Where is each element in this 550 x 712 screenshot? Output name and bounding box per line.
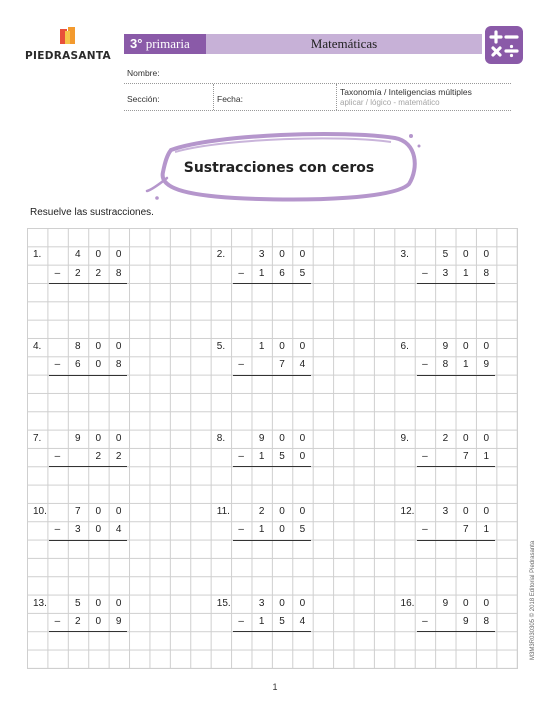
subtrahend-digit: 7 bbox=[279, 359, 285, 371]
minuend-digit: 0 bbox=[115, 340, 122, 352]
taxonomy-title: Taxonomía / Inteligencias múltiples bbox=[340, 87, 472, 97]
minus-sign: – bbox=[54, 524, 61, 536]
problem-number: 6. bbox=[400, 340, 409, 352]
minus-sign: – bbox=[238, 359, 244, 371]
page-title: Sustracciones con ceros bbox=[183, 160, 375, 176]
minuend-digit: 0 bbox=[299, 432, 306, 444]
field-divider bbox=[336, 84, 337, 110]
subtrahend-digit: 5 bbox=[279, 615, 285, 627]
problem-number: 4. bbox=[33, 340, 42, 352]
subtrahend-digit: 4 bbox=[299, 359, 306, 371]
result-line bbox=[49, 375, 127, 376]
instructions: Resuelve las sustracciones. bbox=[30, 207, 154, 218]
minuend-digit: 0 bbox=[115, 505, 122, 517]
problem-number: 11. bbox=[216, 505, 230, 517]
problem-number: 10. bbox=[33, 505, 47, 517]
minuend-digit: 0 bbox=[115, 249, 122, 261]
subtrahend-digit: 2 bbox=[115, 450, 122, 462]
result-line bbox=[233, 375, 311, 376]
result-line bbox=[49, 631, 127, 632]
minuend-digit: 0 bbox=[279, 249, 285, 261]
minuend-digit: 0 bbox=[463, 340, 469, 352]
subtrahend-digit: 1 bbox=[463, 359, 469, 371]
subtrahend-digit: 4 bbox=[115, 524, 122, 536]
minuend-digit: 3 bbox=[258, 249, 265, 261]
page-number: 1 bbox=[272, 682, 278, 692]
subtrahend-digit: 8 bbox=[115, 267, 122, 279]
minuend-digit: 5 bbox=[75, 597, 81, 609]
minuend-digit: 0 bbox=[279, 432, 285, 444]
subtrahend-digit: 3 bbox=[442, 267, 449, 279]
minuend-digit: 0 bbox=[299, 249, 306, 261]
minus-sign: – bbox=[422, 450, 428, 462]
grade-label: primaria bbox=[145, 36, 190, 51]
subtrahend-digit: 1 bbox=[483, 450, 489, 462]
minuend-digit: 7 bbox=[75, 505, 81, 517]
minuend-digit: 0 bbox=[95, 249, 102, 261]
subtraction-problem bbox=[395, 595, 535, 635]
minuend-digit: 0 bbox=[483, 340, 489, 352]
subtrahend-digit: 0 bbox=[95, 615, 102, 627]
subtraction-problem bbox=[211, 430, 351, 470]
subtrahend-digit: 9 bbox=[463, 615, 469, 627]
minus-sign: – bbox=[238, 267, 244, 279]
subtrahend-digit: 0 bbox=[279, 524, 285, 536]
result-line bbox=[417, 375, 495, 376]
copyright-code: M3M3R030305 © 2018 Editorial Piedrasanta bbox=[530, 540, 536, 660]
minus-sign: – bbox=[54, 359, 61, 371]
minuend-digit: 0 bbox=[95, 597, 102, 609]
subtraction-problem bbox=[27, 246, 167, 286]
field-divider bbox=[213, 84, 214, 110]
subtraction-problem bbox=[211, 246, 351, 286]
minuend-digit: 0 bbox=[483, 249, 489, 261]
book-icon bbox=[58, 26, 78, 46]
subtrahend-digit: 2 bbox=[75, 615, 81, 627]
minuend-digit: 0 bbox=[299, 597, 306, 609]
subtrahend-digit: 8 bbox=[442, 359, 449, 371]
problem-number: 13. bbox=[33, 597, 47, 609]
result-line bbox=[49, 466, 127, 467]
minus-sign: – bbox=[238, 450, 244, 462]
subtrahend-digit: 8 bbox=[115, 359, 122, 371]
minuend-digit: 0 bbox=[95, 505, 102, 517]
subtrahend-digit: 0 bbox=[299, 450, 306, 462]
answer-grid[interactable] bbox=[27, 228, 518, 669]
minus-sign: – bbox=[238, 615, 244, 627]
subtraction-problem bbox=[395, 503, 535, 543]
section-label: Sección: bbox=[127, 94, 160, 104]
minuend-digit: 0 bbox=[95, 432, 102, 444]
subtrahend-digit: 5 bbox=[299, 524, 306, 536]
minuend-digit: 0 bbox=[483, 597, 489, 609]
subtrahend-digit: 0 bbox=[95, 524, 102, 536]
minuend-digit: 9 bbox=[75, 432, 81, 444]
name-field[interactable] bbox=[124, 83, 511, 84]
subtrahend-digit: 1 bbox=[258, 524, 265, 536]
minus-sign: – bbox=[238, 524, 244, 536]
minuend-digit: 1 bbox=[258, 340, 265, 352]
subtrahend-digit: 1 bbox=[258, 615, 265, 627]
subtrahend-digit: 9 bbox=[115, 615, 122, 627]
minuend-digit: 0 bbox=[95, 340, 102, 352]
subtraction-problem bbox=[211, 595, 351, 635]
subtraction-problem bbox=[27, 430, 167, 470]
minuend-digit: 0 bbox=[279, 340, 285, 352]
subtrahend-digit: 5 bbox=[299, 267, 306, 279]
subtraction-problem bbox=[211, 503, 351, 543]
minuend-digit: 9 bbox=[258, 432, 265, 444]
date-label: Fecha: bbox=[217, 94, 243, 104]
grade-number: 3° bbox=[130, 36, 143, 51]
result-line bbox=[233, 631, 311, 632]
result-line bbox=[417, 283, 495, 284]
minuend-digit: 0 bbox=[299, 340, 306, 352]
subtrahend-digit: 8 bbox=[483, 615, 489, 627]
taxonomy-values: aplicar / lógico - matemático bbox=[340, 98, 440, 107]
minuend-digit: 3 bbox=[258, 597, 265, 609]
minuend-digit: 0 bbox=[279, 597, 285, 609]
minuend-digit: 0 bbox=[463, 432, 469, 444]
minuend-digit: 2 bbox=[258, 505, 265, 517]
problem-number: 8. bbox=[216, 432, 226, 444]
result-line bbox=[417, 540, 495, 541]
plus-minus-times-icon bbox=[485, 26, 523, 64]
problem-number: 12. bbox=[400, 505, 415, 517]
subtraction-problem bbox=[395, 430, 535, 470]
problem-number: 2. bbox=[216, 249, 226, 261]
minuend-digit: 0 bbox=[463, 505, 469, 517]
result-line bbox=[233, 283, 311, 284]
subtrahend-digit: 7 bbox=[463, 450, 469, 462]
subtrahend-digit: 2 bbox=[95, 450, 102, 462]
minuend-digit: 3 bbox=[442, 505, 449, 517]
subject-title: Matemáticas bbox=[206, 34, 482, 54]
subtrahend-digit: 6 bbox=[75, 359, 81, 371]
minus-sign: – bbox=[422, 267, 428, 279]
subtraction-problem bbox=[27, 595, 167, 635]
subtrahend-digit: 2 bbox=[75, 267, 81, 279]
subtrahend-digit: 1 bbox=[258, 267, 265, 279]
minuend-digit: 0 bbox=[463, 597, 469, 609]
subtrahend-digit: 1 bbox=[463, 267, 469, 279]
subtrahend-digit: 2 bbox=[95, 267, 102, 279]
subtrahend-digit: 4 bbox=[299, 615, 306, 627]
problem-number: 7. bbox=[33, 432, 42, 444]
problem-number: 9. bbox=[400, 432, 409, 444]
logo-text: PIEDRASANTA bbox=[25, 50, 111, 62]
minuend-digit: 8 bbox=[75, 340, 81, 352]
minus-sign: – bbox=[422, 359, 428, 371]
minuend-digit: 0 bbox=[279, 505, 285, 517]
minuend-digit: 0 bbox=[463, 249, 469, 261]
problem-number: 16. bbox=[400, 597, 415, 609]
subtrahend-digit: 5 bbox=[279, 450, 285, 462]
minuend-digit: 4 bbox=[75, 249, 81, 261]
subtrahend-digit: 6 bbox=[279, 267, 285, 279]
problem-number: 3. bbox=[400, 249, 409, 261]
subtraction-problem bbox=[395, 246, 535, 286]
subtraction-problem bbox=[211, 338, 351, 378]
subtrahend-digit: 0 bbox=[95, 359, 102, 371]
minus-sign: – bbox=[54, 267, 61, 279]
minuend-digit: 0 bbox=[115, 597, 122, 609]
minus-sign: – bbox=[54, 615, 61, 627]
minuend-digit: 9 bbox=[442, 597, 449, 609]
name-label: Nombre: bbox=[127, 68, 160, 78]
minuend-digit: 0 bbox=[299, 505, 306, 517]
minuend-digit: 2 bbox=[442, 432, 449, 444]
problem-number: 15. bbox=[216, 597, 231, 609]
subtrahend-digit: 7 bbox=[463, 524, 469, 536]
result-line bbox=[49, 540, 127, 541]
result-line bbox=[233, 540, 311, 541]
problem-number: 1. bbox=[33, 249, 42, 261]
result-line bbox=[417, 466, 495, 467]
publisher-logo bbox=[18, 26, 118, 66]
minuend-digit: 0 bbox=[115, 432, 122, 444]
subtrahend-digit: 1 bbox=[258, 450, 265, 462]
minus-sign: – bbox=[54, 450, 61, 462]
problem-number: 5. bbox=[216, 340, 226, 352]
minuend-digit: 0 bbox=[483, 432, 489, 444]
minuend-digit: 9 bbox=[442, 340, 449, 352]
result-line bbox=[233, 466, 311, 467]
subtrahend-digit: 9 bbox=[483, 359, 489, 371]
subtrahend-digit: 3 bbox=[75, 524, 81, 536]
minus-sign: – bbox=[422, 524, 428, 536]
minuend-digit: 0 bbox=[483, 505, 489, 517]
subtrahend-digit: 8 bbox=[483, 267, 489, 279]
subtraction-problem bbox=[395, 338, 535, 378]
section-date-field[interactable] bbox=[124, 110, 511, 111]
result-line bbox=[417, 631, 495, 632]
subtrahend-digit: 1 bbox=[483, 524, 489, 536]
subtraction-problem bbox=[27, 338, 167, 378]
minuend-digit: 5 bbox=[442, 249, 449, 261]
result-line bbox=[49, 283, 127, 284]
minus-sign: – bbox=[422, 615, 428, 627]
grade-badge bbox=[124, 34, 206, 54]
subtraction-problem bbox=[27, 503, 167, 543]
